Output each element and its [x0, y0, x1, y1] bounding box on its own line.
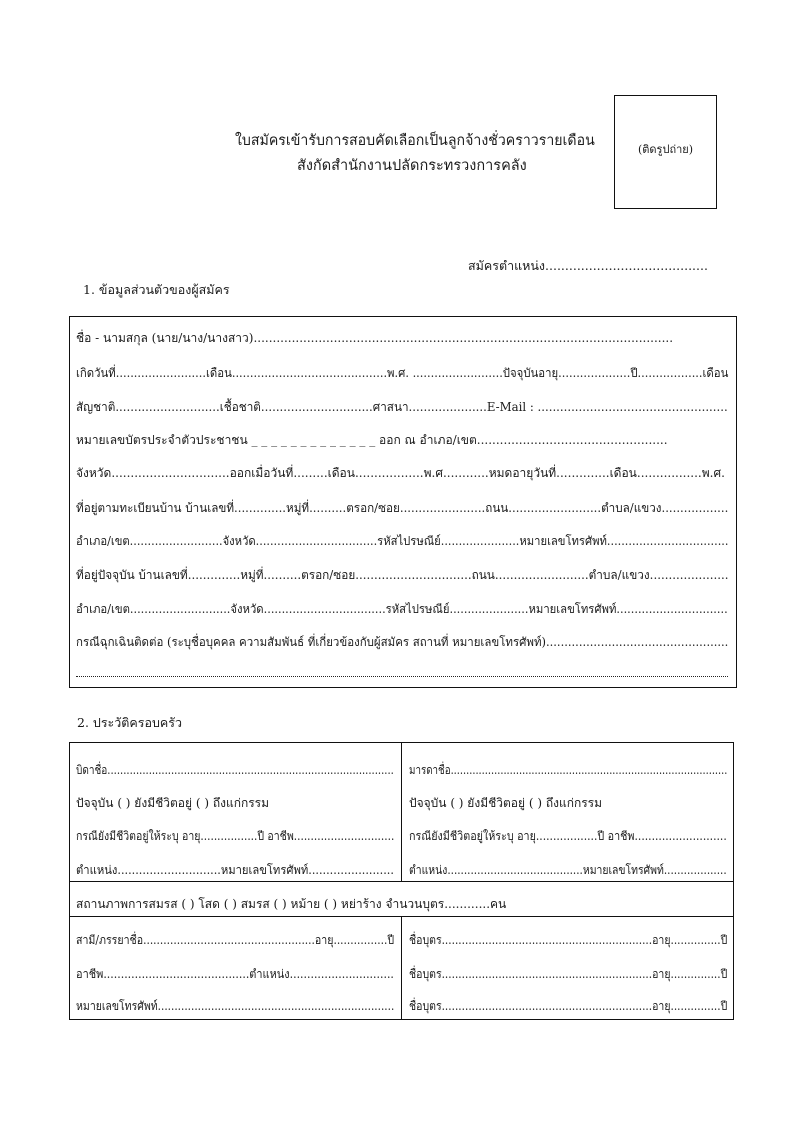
- field-registered-address[interactable]: ที่อยู่ตามทะเบียนบ้าน บ้านเลขที่..............หมู่ที่..........ตรอก/ซอย.......................ถนน.........................ตำบล/แขวง..................: [76, 501, 729, 515]
- spouse-name[interactable]: สามี/ภรรยาชื่อ...................................................อายุ................ปี: [76, 933, 395, 947]
- child-3[interactable]: ชื่อบุตร...............................................................อายุ...............ปี: [409, 999, 728, 1013]
- child-2[interactable]: ชื่อบุตร...............................................................อายุ...............ปี: [409, 967, 728, 981]
- field-id-card[interactable]: หมายเลขบัตรประจำตัวประชาชน _ _ _ _ _ _ _ _ _ _ _ _ _ ออก ณ อำเภอ/เขต..................................................: [76, 433, 668, 447]
- section1-heading: 1. ข้อมูลส่วนตัวของผู้สมัคร: [83, 282, 230, 297]
- field-id-issue[interactable]: จังหวัด...............................ออกเมื่อวันที่.........เดือน..................พ.ศ............หมดอายุวันที่..............เดือน.................พ.ศ.: [76, 466, 725, 480]
- field-registered-district[interactable]: อำเภอ/เขต..........................จังหวัด..................................รหัสไปรษณีย์......................หมายเลขโทรศัพท์..................................: [76, 534, 729, 548]
- child-1[interactable]: ชื่อบุตร...............................................................อายุ...............ปี: [409, 933, 728, 947]
- position-apply-field[interactable]: สมัครตำแหน่ง.........................................: [468, 258, 708, 273]
- mother-name[interactable]: มารดาชื่อ.........................................................................................: [409, 763, 728, 777]
- marital-status[interactable]: สถานภาพการสมรส ( ) โสด ( ) สมรส ( ) หม้าย ( ) หย่าร้าง จำนวนบุตร............คน: [76, 897, 507, 911]
- section2-heading: 2. ประวัติครอบครัว: [77, 715, 183, 730]
- field-emergency-contact[interactable]: กรณีฉุกเฉินติดต่อ (ระบุชื่อบุคคล ความสัมพันธ์ ที่เกี่ยวข้องกับผู้สมัคร สถานที่ หมายเลขโทรศัพท์)..................................................: [76, 635, 729, 649]
- field-current-district[interactable]: อำเภอ/เขต............................จังหวัด..................................รหัสไปรษณีย์......................หมายเลขโทรศัพท์...............................: [76, 602, 728, 616]
- spouse-phone[interactable]: หมายเลขโทรศัพท์.......................................................................: [76, 999, 395, 1013]
- father-status[interactable]: ปัจจุบัน ( ) ยังมีชีวิตอยู่ ( ) ถึงแก่กรรม: [76, 796, 270, 810]
- mother-alive[interactable]: กรณียังมีชีวิตอยู่ให้ระบุ อายุ..................ปี อาชีพ...........................: [409, 829, 727, 843]
- photo-box[interactable]: [614, 95, 717, 209]
- father-name[interactable]: บิดาชื่อ..........................................................................................: [76, 763, 394, 777]
- photo-label: (ติดรูปถ่าย): [637, 143, 694, 156]
- mother-position[interactable]: ตำแหน่ง.........................................หมายเลขโทรศัพท์...................: [409, 863, 727, 877]
- form-title-line2: สังกัดสำนักงานปลัดกระทรวงการคลัง: [297, 158, 527, 174]
- emergency-contact-line[interactable]: [76, 676, 728, 677]
- family-divider-1: [69, 881, 734, 882]
- mother-status[interactable]: ปัจจุบัน ( ) ยังมีชีวิตอยู่ ( ) ถึงแก่กรรม: [409, 796, 603, 810]
- field-nationality[interactable]: สัญชาติ............................เชื้อชาติ..............................ศาสนา.....................E-Mail : ...................................................: [76, 400, 728, 414]
- field-fullname[interactable]: ชื่อ - นามสกุล (นาย/นาง/นางสาว)..............................................................................................................: [76, 331, 674, 345]
- family-divider-v1: [401, 742, 402, 881]
- father-position[interactable]: ตำแหน่ง.............................หมายเลขโทรศัพท์........................: [76, 863, 394, 877]
- family-divider-v2: [401, 916, 402, 1020]
- spouse-occupation[interactable]: อาชีพ..........................................ตำแหน่ง..............................: [76, 967, 394, 981]
- field-birthdate[interactable]: เกิดวันที่.........................เดือน...........................................พ.ศ. .........................ปัจจุบันอายุ....................ปี..................เดือน: [76, 366, 729, 380]
- field-current-address[interactable]: ที่อยู่ปัจจุบัน บ้านเลขที่..............หมู่ที่..........ตรอก/ซอย...............................ถนน.........................ตำบล/แขวง.....................: [76, 568, 729, 582]
- form-title-line1: ใบสมัครเข้ารับการสอบคัดเลือกเป็นลูกจ้างชั่วคราวรายเดือน: [235, 133, 595, 149]
- father-alive[interactable]: กรณียังมีชีวิตอยู่ให้ระบุ อายุ.................ปี อาชีพ..............................: [76, 829, 395, 843]
